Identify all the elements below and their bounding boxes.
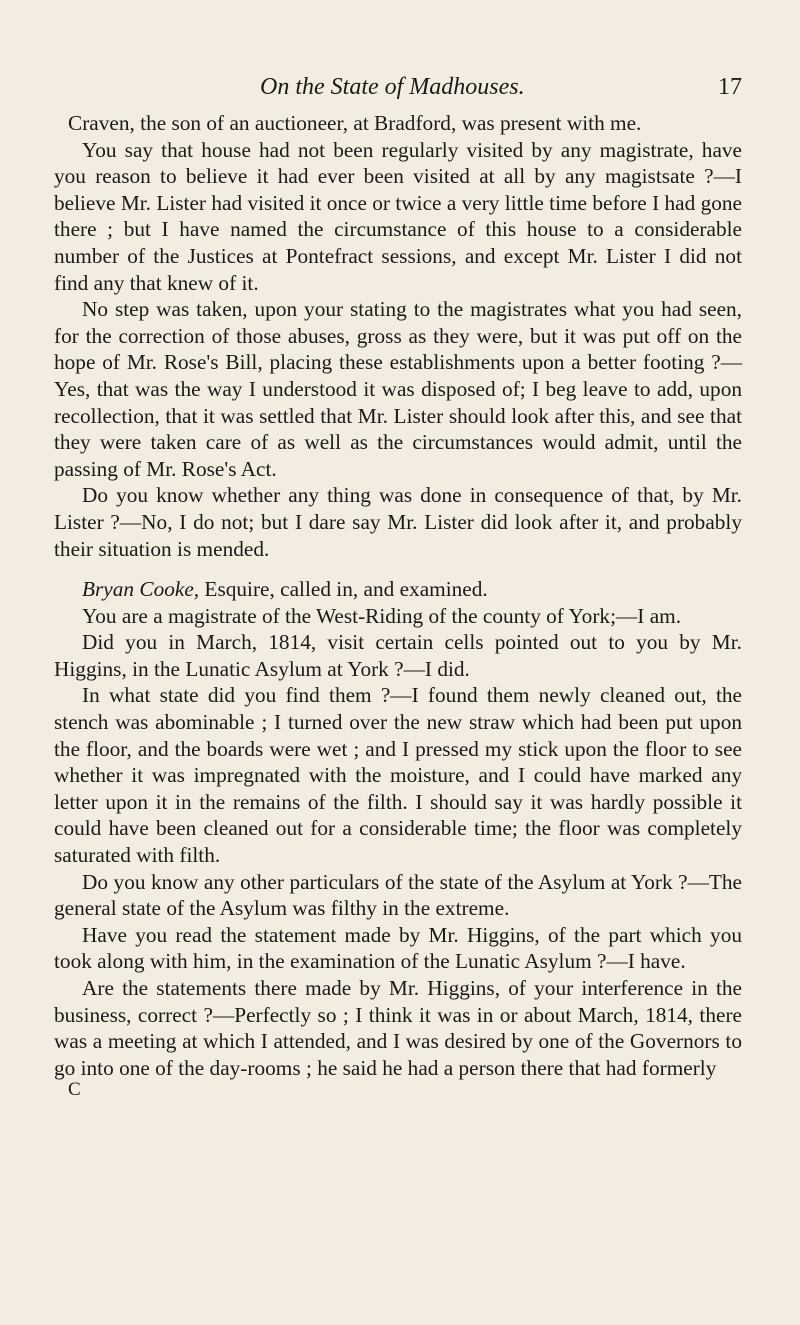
page-header: [54, 74, 742, 110]
paragraph: You say that house had not been regularly visited by any magistrate, have you reason to believe it had ever been visited at all by any magistsate ?—I believe Mr. Lister had visited it once or twice a very little time before I had gone there ; but I have named the circumstance of this house to a considerable number of the Justices at Pontefract sessions, and except Mr. Lister I did not find any that knew of it.: [54, 137, 742, 295]
witness-heading: [54, 576, 742, 603]
running-title: On the State of Madhouses.: [260, 74, 525, 100]
signature-mark: C: [68, 1079, 81, 1101]
page-number: 17: [718, 74, 742, 100]
paragraph: Did you in March, 1814, visit certain cells pointed out to you by Mr. Higgins, in the Lunatic Asylum at York ?—I did.: [54, 630, 742, 681]
paragraph: Have you read the statement made by Mr. Higgins, of the part which you took along with him, in the examination of the Lunatic Asylum ?—I have.: [54, 922, 742, 974]
paragraph: Craven, the son of an auctioneer, at Bradford, was present with me.: [68, 111, 642, 135]
paragraph: Are the statements there made by Mr. Higgins, of your interference in the business, correct ?—Perfectly so ; I think it was in or about March, 1814, there was a meeting at which I attended, and I was desired by one of the Governors to go into one of the day-rooms ; he said he had a person there that had formerly: [54, 976, 742, 1080]
paragraph: In what state did you find them ?—I found them newly cleaned out, the stench was abominable ; I turned over the new straw which had been put upon the floor, and the boards were wet ; and I pressed my stick upon the floor to see whether it was impregnated with the moisture, and I could have marked any letter upon it in the remains of the filth. I should say it was hardly possible it could have been cleaned out for a considerable time; the floor was completely saturated with filth.: [54, 683, 742, 868]
paragraph: No step was taken, upon your stating to the magistrates what you had seen, for the correction of those abuses, gross as they were, but it was put off on the hope of Mr. Rose's Bill, placing these establishments upon a better footing ?—Yes, that was the way I understood it was disposed of; I beg leave to add, upon recollection, that it was settled that Mr. Lister should look after this, and see that they were taken care of as well as the circumstances would admit, until the passing of Mr. Rose's Act.: [54, 297, 742, 481]
witness-description: Esquire, called in, and examined.: [199, 577, 488, 602]
witness-name: Bryan Cooke,: [82, 577, 200, 602]
paragraph: You are a magistrate of the West-Riding of the county of York;—I am.: [82, 603, 682, 628]
paragraph: Do you know any other particulars of the state of the Asylum at York ?—The general state of the Asylum was filthy in the extreme.: [54, 869, 742, 921]
body-text: [54, 110, 742, 1081]
paragraph: Do you know whether any thing was done in consequence of that, by Mr. Lister ?—No, I do not; but I dare say Mr. Lister did look after it, and probably their situation is mended.: [54, 483, 742, 561]
